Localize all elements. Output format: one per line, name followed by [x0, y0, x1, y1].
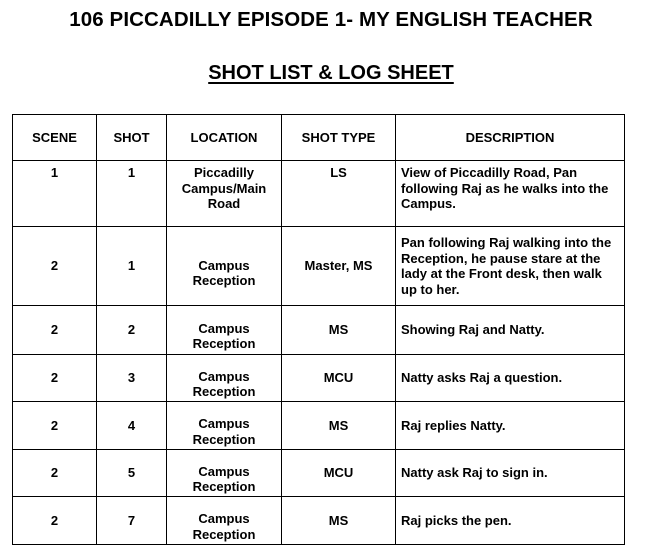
- cell-shot: 7: [97, 497, 167, 545]
- cell-shot: 1: [97, 227, 167, 306]
- table-row: [13, 227, 625, 306]
- cell-location: Campus Reception: [167, 355, 282, 402]
- cell-location: Campus Reception: [167, 450, 282, 497]
- shot-list-table: [12, 114, 625, 545]
- cell-shot-type: MS: [282, 306, 396, 355]
- table-row: [13, 450, 625, 497]
- cell-shot-type: Master, MS: [282, 227, 396, 306]
- cell-description: View of Piccadilly Road, Pan following Raj as he walks into the Campus.: [396, 161, 625, 227]
- table-row: [13, 497, 625, 545]
- cell-description: Raj replies Natty.: [396, 402, 625, 450]
- document-subtitle: SHOT LIST & LOG SHEET: [208, 62, 454, 84]
- header-shot: SHOT: [97, 115, 167, 161]
- cell-location: Piccadilly Campus/Main Road: [167, 161, 282, 227]
- cell-shot: 2: [97, 306, 167, 355]
- cell-shot-type: MS: [282, 497, 396, 545]
- header-scene: SCENE: [13, 115, 97, 161]
- cell-scene: 2: [13, 402, 97, 450]
- table-row: [13, 306, 625, 355]
- cell-description: Natty ask Raj to sign in.: [396, 450, 625, 497]
- cell-shot: 4: [97, 402, 167, 450]
- cell-shot-type: MCU: [282, 450, 396, 497]
- cell-shot-type: MCU: [282, 355, 396, 402]
- cell-description: Showing Raj and Natty.: [396, 306, 625, 355]
- header-shot-type: SHOT TYPE: [282, 115, 396, 161]
- table-row: [13, 355, 625, 402]
- table-body: [13, 161, 625, 545]
- cell-scene: 2: [13, 450, 97, 497]
- cell-location: Campus Reception: [167, 227, 282, 306]
- table-row: [13, 161, 625, 227]
- cell-shot-type: MS: [282, 402, 396, 450]
- header-description: DESCRIPTION: [396, 115, 625, 161]
- cell-description: Pan following Raj walking into the Reception, he pause stare at the lady at the Front desk, then walk up to her.: [396, 227, 625, 306]
- cell-description: Natty asks Raj a question.: [396, 355, 625, 402]
- cell-location: Campus Reception: [167, 402, 282, 450]
- header-row: [13, 115, 625, 161]
- cell-shot: 1: [97, 161, 167, 227]
- cell-location: Campus Reception: [167, 497, 282, 545]
- table-row: [13, 402, 625, 450]
- cell-shot-type: LS: [282, 161, 396, 227]
- cell-location: Campus Reception: [167, 306, 282, 355]
- cell-scene: 2: [13, 355, 97, 402]
- cell-shot: 3: [97, 355, 167, 402]
- cell-scene: 2: [13, 306, 97, 355]
- document-title: 106 PICCADILLY EPISODE 1- MY ENGLISH TEACHER: [69, 8, 593, 31]
- table-header: [13, 115, 625, 161]
- cell-description: Raj picks the pen.: [396, 497, 625, 545]
- cell-scene: 2: [13, 227, 97, 306]
- cell-scene: 2: [13, 497, 97, 545]
- header-location: LOCATION: [167, 115, 282, 161]
- cell-shot: 5: [97, 450, 167, 497]
- cell-scene: 1: [13, 161, 97, 227]
